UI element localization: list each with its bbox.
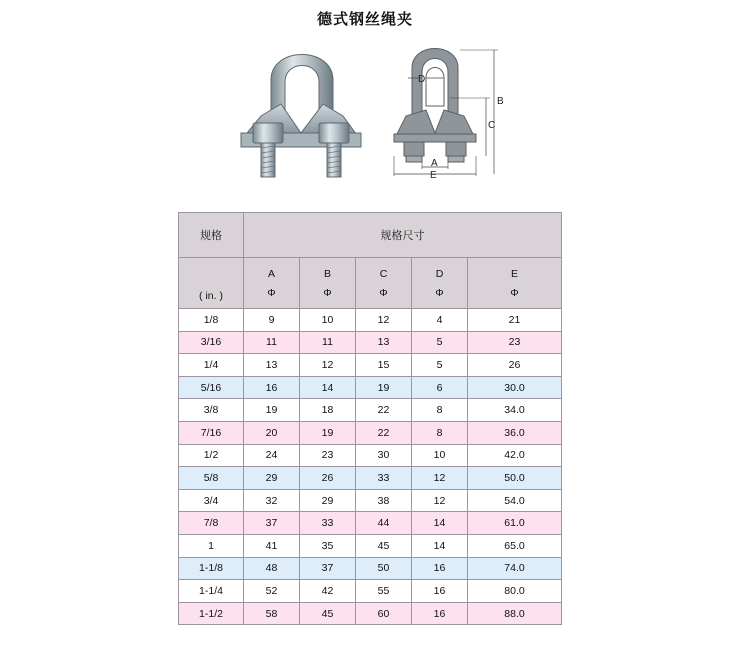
cell-e: 23: [468, 331, 562, 354]
cell-a: 41: [244, 534, 300, 557]
spec-table: [178, 212, 562, 625]
cell-b: 33: [300, 512, 356, 535]
dim-label-c: C: [488, 120, 496, 131]
cell-a: 37: [244, 512, 300, 535]
col-header-size: 规格: [179, 213, 244, 258]
cell-size: 1/4: [179, 354, 244, 377]
cell-e: 88.0: [468, 602, 562, 625]
cell-d: 12: [412, 467, 468, 490]
cell-size: 3/4: [179, 489, 244, 512]
table-row: [179, 331, 562, 354]
cell-e: 54.0: [468, 489, 562, 512]
cell-b: 45: [300, 602, 356, 625]
cell-a: 29: [244, 467, 300, 490]
table-row: [179, 602, 562, 625]
cell-d: 8: [412, 421, 468, 444]
header-row: [179, 213, 562, 258]
cell-a: 58: [244, 602, 300, 625]
dim-label-d: D: [418, 74, 426, 85]
col-header-c: C Φ: [356, 258, 412, 309]
cell-a: 16: [244, 376, 300, 399]
table-row: [179, 376, 562, 399]
cell-b: 10: [300, 309, 356, 332]
cell-b: 18: [300, 399, 356, 422]
cell-e: 30.0: [468, 376, 562, 399]
cell-a: 52: [244, 580, 300, 603]
table-row: [179, 580, 562, 603]
cell-d: 14: [412, 534, 468, 557]
cell-c: 19: [356, 376, 412, 399]
cell-b: 29: [300, 489, 356, 512]
table-row: [179, 309, 562, 332]
cell-d: 12: [412, 489, 468, 512]
table-row: [179, 399, 562, 422]
cell-a: 13: [244, 354, 300, 377]
cell-b: 35: [300, 534, 356, 557]
cell-b: 37: [300, 557, 356, 580]
col-header-dimensions: 规格尺寸: [244, 213, 562, 258]
cell-a: 20: [244, 421, 300, 444]
page-title: 德式钢丝绳夹: [316, 10, 413, 28]
cell-c: 22: [356, 399, 412, 422]
cell-size: 5/16: [179, 376, 244, 399]
cell-d: 16: [412, 602, 468, 625]
dim-label-b: B: [497, 96, 504, 107]
subheader-row: [179, 258, 562, 309]
cell-size: 3/16: [179, 331, 244, 354]
col-header-e: E Φ: [468, 258, 562, 309]
wire-rope-clip-photo: [233, 38, 368, 183]
cell-a: 48: [244, 557, 300, 580]
col-header-a: A Φ: [244, 258, 300, 309]
cell-d: 16: [412, 580, 468, 603]
cell-size: 7/8: [179, 512, 244, 535]
cell-b: 11: [300, 331, 356, 354]
table-row: [179, 557, 562, 580]
cell-c: 30: [356, 444, 412, 467]
cell-size: 1/8: [179, 309, 244, 332]
cell-size: 1-1/8: [179, 557, 244, 580]
dim-label-a: A: [431, 158, 438, 169]
cell-size: 1/2: [179, 444, 244, 467]
cell-b: 14: [300, 376, 356, 399]
cell-e: 21: [468, 309, 562, 332]
cell-c: 12: [356, 309, 412, 332]
cell-e: 34.0: [468, 399, 562, 422]
cell-e: 42.0: [468, 444, 562, 467]
cell-a: 24: [244, 444, 300, 467]
cell-c: 55: [356, 580, 412, 603]
table-row: [179, 512, 562, 535]
cell-size: 1-1/2: [179, 602, 244, 625]
dim-label-e: E: [430, 170, 437, 178]
cell-a: 11: [244, 331, 300, 354]
cell-size: 5/8: [179, 467, 244, 490]
cell-e: 61.0: [468, 512, 562, 535]
cell-e: 74.0: [468, 557, 562, 580]
cell-c: 33: [356, 467, 412, 490]
dimension-drawing: [390, 38, 515, 178]
cell-c: 13: [356, 331, 412, 354]
cell-d: 10: [412, 444, 468, 467]
cell-c: 38: [356, 489, 412, 512]
col-header-d: D Φ: [412, 258, 468, 309]
cell-b: 12: [300, 354, 356, 377]
cell-d: 8: [412, 399, 468, 422]
cell-e: 50.0: [468, 467, 562, 490]
col-header-b: B Φ: [300, 258, 356, 309]
cell-c: 50: [356, 557, 412, 580]
cell-d: 4: [412, 309, 468, 332]
cell-b: 26: [300, 467, 356, 490]
cell-b: 23: [300, 444, 356, 467]
cell-c: 15: [356, 354, 412, 377]
table-row: [179, 421, 562, 444]
cell-d: 14: [412, 512, 468, 535]
cell-b: 42: [300, 580, 356, 603]
cell-c: 60: [356, 602, 412, 625]
cell-c: 22: [356, 421, 412, 444]
cell-d: 6: [412, 376, 468, 399]
table-row: [179, 467, 562, 490]
cell-d: 5: [412, 354, 468, 377]
cell-c: 45: [356, 534, 412, 557]
cell-c: 44: [356, 512, 412, 535]
cell-size: 1: [179, 534, 244, 557]
table-row: [179, 444, 562, 467]
cell-e: 80.0: [468, 580, 562, 603]
cell-b: 19: [300, 421, 356, 444]
cell-a: 9: [244, 309, 300, 332]
cell-e: 26: [468, 354, 562, 377]
cell-size: 7/16: [179, 421, 244, 444]
table-row: [179, 489, 562, 512]
cell-a: 19: [244, 399, 300, 422]
cell-size: 1-1/4: [179, 580, 244, 603]
cell-e: 65.0: [468, 534, 562, 557]
cell-d: 5: [412, 331, 468, 354]
cell-d: 16: [412, 557, 468, 580]
unit-label: ( in. ): [179, 258, 244, 309]
table-row: [179, 534, 562, 557]
cell-e: 36.0: [468, 421, 562, 444]
table-row: [179, 354, 562, 377]
cell-size: 3/8: [179, 399, 244, 422]
cell-a: 32: [244, 489, 300, 512]
